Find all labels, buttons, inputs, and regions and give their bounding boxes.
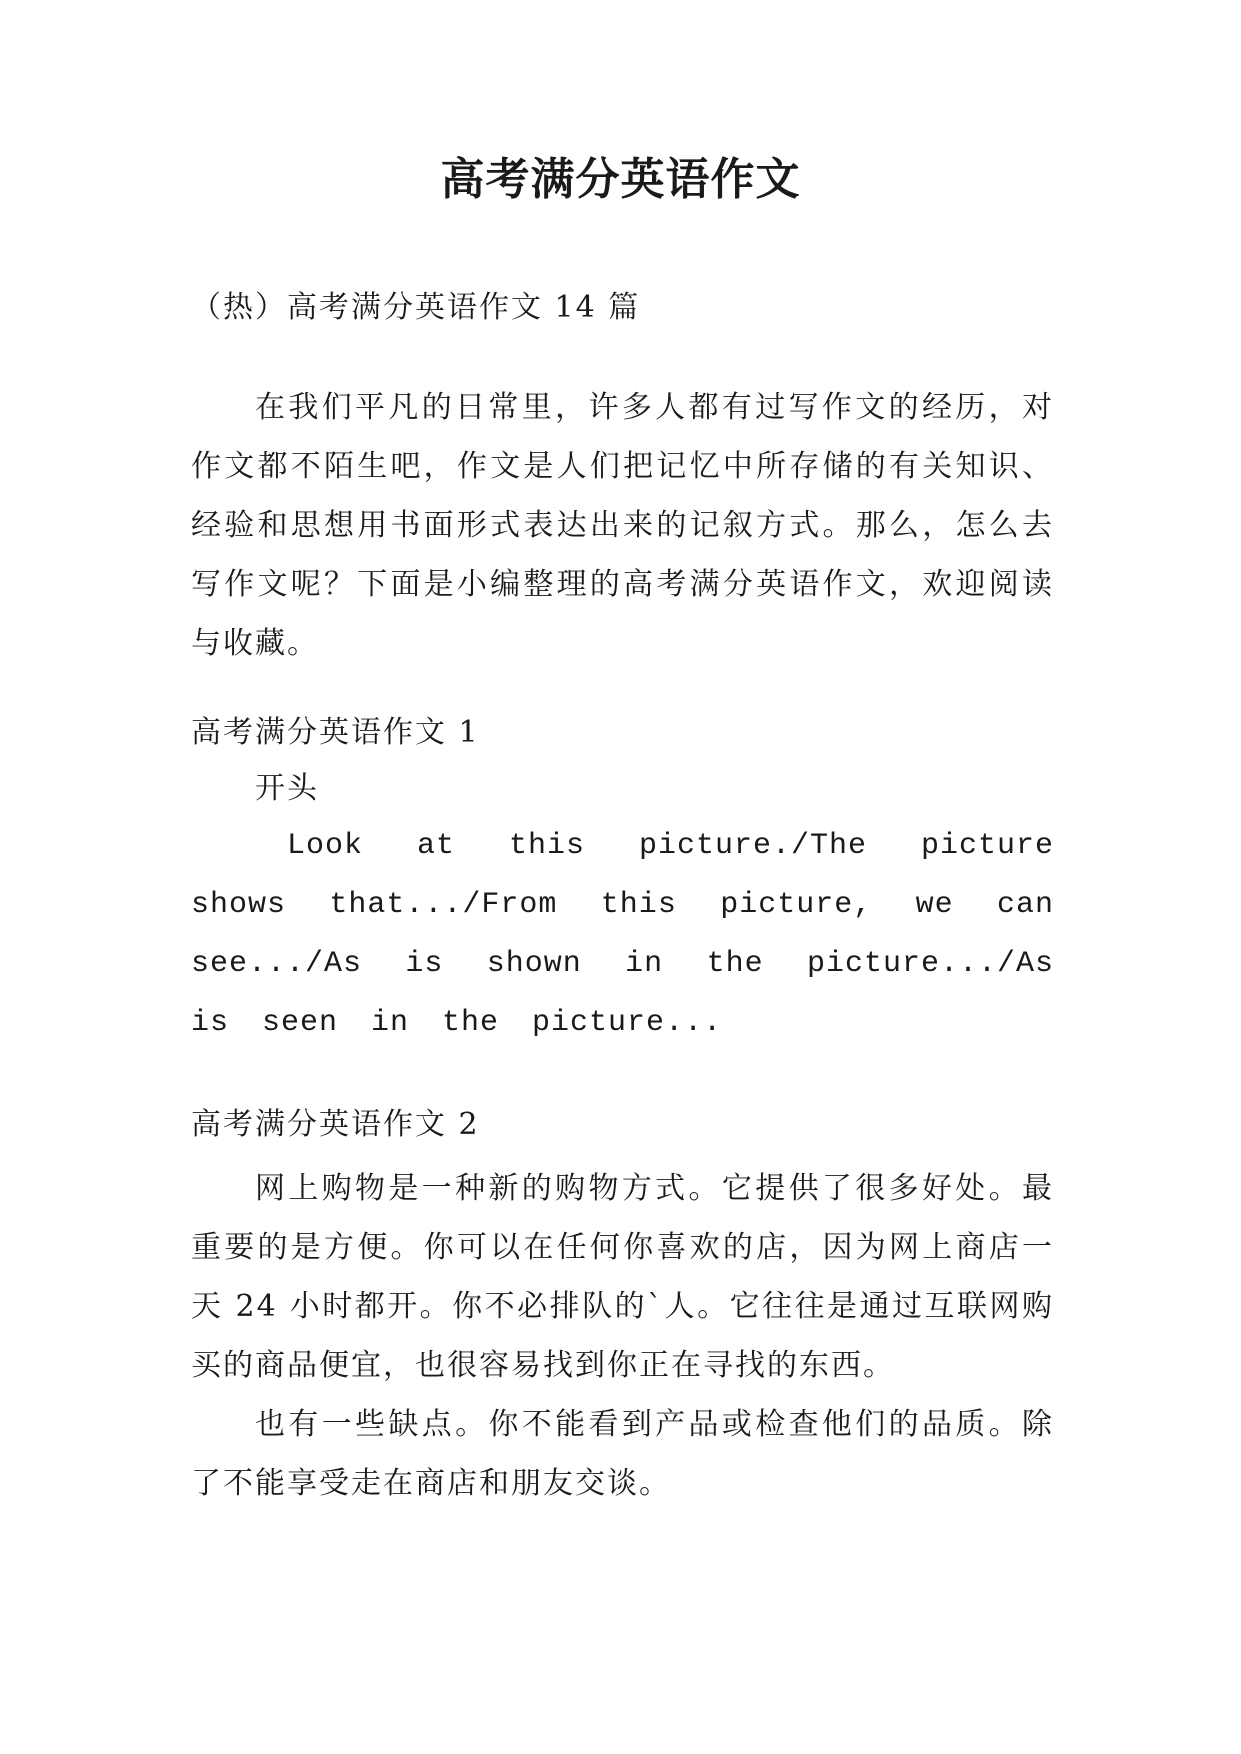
document-content xyxy=(191,288,1054,1513)
essay-1-label: 开头 xyxy=(255,771,319,806)
document-subtitle: （热）高考满分英语作文 14 篇 xyxy=(191,290,641,325)
essay-1-body: Look at this picture./The picture shows that.../From this picture, we can see.../As is shown in the picture.../As is seen in the picture... xyxy=(191,829,1054,1040)
essay-2-paragraph-1: 网上购物是一种新的购物方式。它提供了很多好处。最重要的是方便。你可以在任何你喜欢的店，因为网上商店一天 24 小时都开。你不必排队的`人。它往往是通过互联网购买的商品便宜，也很容易找到你正在寻找的东西。 xyxy=(191,1171,1054,1383)
document-title: 高考满分英语作文 xyxy=(440,154,801,205)
intro-paragraph: 在我们平凡的日常里，许多人都有过写作文的经历，对作文都不陌生吧，作文是人们把记忆中所存储的有关知识、经验和思想用书面形式表达出来的记叙方式。那么，怎么去写作文呢？下面是小编整理的高考满分英语作文，欢迎阅读与收藏。 xyxy=(191,390,1054,661)
essay-2-heading: 高考满分英语作文 2 xyxy=(191,1107,480,1142)
essay-1-heading: 高考满分英语作文 1 xyxy=(191,715,480,750)
essay-2-paragraph-2: 也有一些缺点。你不能看到产品或检查他们的品质。除了不能享受走在商店和朋友交谈。 xyxy=(191,1407,1054,1501)
